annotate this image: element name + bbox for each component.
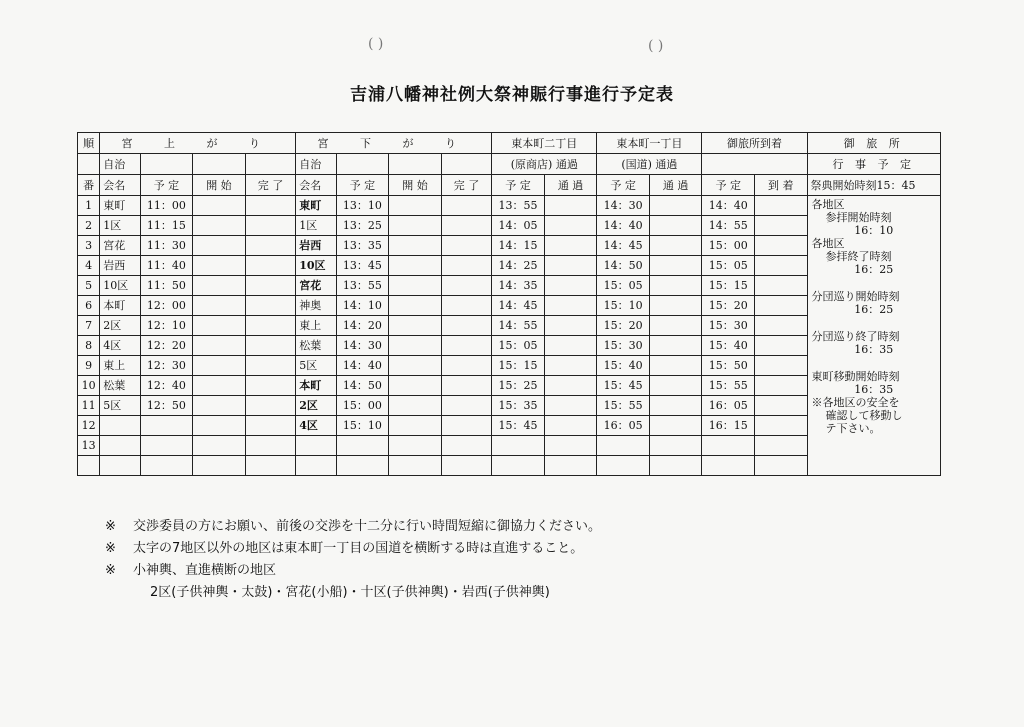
agari-district <box>100 436 140 456</box>
higashi2-pass <box>544 436 597 456</box>
kudari-district: 2区 <box>296 396 336 416</box>
kudari-time: 15：10 <box>336 416 389 436</box>
kudari-time: 13：45 <box>336 256 389 276</box>
otabi-time: 15：50 <box>702 356 755 376</box>
note-spacer <box>812 356 936 370</box>
footnote-4: 2区(子供神輿・太鼓)・宮花(小船)・十区(子供神輿)・岩西(子供神輿) <box>150 585 550 600</box>
header-yotei: 予 定 <box>702 175 755 196</box>
otabi-arrived <box>754 276 807 296</box>
header-yotei: 予 定 <box>597 175 650 196</box>
kudari-time: 13：55 <box>336 276 389 296</box>
higashi1-pass <box>649 256 702 276</box>
footnote-3: ※ 小神輿、直進横断の地区 <box>105 563 277 578</box>
higashi1-pass <box>649 356 702 376</box>
higashi2-time: 14：25 <box>492 256 545 276</box>
agari-start <box>193 396 246 416</box>
agari-start <box>193 216 246 236</box>
kudari-start <box>389 196 442 216</box>
kudari-end <box>441 316 492 336</box>
header-jichi: 自治 <box>296 154 336 175</box>
otabi-time: 15：15 <box>702 276 755 296</box>
higashi1-pass <box>649 196 702 216</box>
schedule-note-line: 確認して移動し <box>825 409 903 422</box>
kudari-end <box>441 256 492 276</box>
otabi-arrived <box>754 216 807 236</box>
higashi1-time: 14：50 <box>597 256 650 276</box>
kudari-end <box>441 376 492 396</box>
higashi1-pass <box>649 276 702 296</box>
kudari-end <box>441 196 492 216</box>
kudari-time: 14：10 <box>336 296 389 316</box>
header-otabisho: 御 旅 所 <box>807 133 940 154</box>
header-kaimei: 会名 <box>296 175 336 196</box>
kudari-district: 宮花 <box>296 276 336 296</box>
row-number: 11 <box>78 396 100 416</box>
footnote-2: ※ 太字の7地区以外の地区は東本町一丁目の国道を横断する時は直進すること。 <box>105 541 584 556</box>
higashi1-pass <box>649 416 702 436</box>
higashi2-pass <box>544 316 597 336</box>
agari-time: 12：20 <box>140 336 193 356</box>
higashi2-pass <box>544 356 597 376</box>
header-jichi: 自治 <box>100 154 140 175</box>
otabi-arrived <box>754 336 807 356</box>
higashi2-time: 15：45 <box>492 416 545 436</box>
kudari-start <box>389 256 442 276</box>
agari-start <box>193 336 246 356</box>
kudari-time: 13：35 <box>336 236 389 256</box>
kudari-time <box>336 436 389 456</box>
agari-start <box>193 356 246 376</box>
otabi-arrived <box>754 256 807 276</box>
higashi2-pass <box>544 456 597 476</box>
schedule-table <box>77 132 941 476</box>
kudari-district: 東町 <box>296 196 336 216</box>
kudari-time: 15：00 <box>336 396 389 416</box>
higashi2-time <box>492 456 545 476</box>
row-number <box>78 456 100 476</box>
kudari-end <box>441 416 492 436</box>
agari-start <box>193 276 246 296</box>
agari-time: 12：40 <box>140 376 193 396</box>
kudari-district: 神奥 <box>296 296 336 316</box>
header-miya-kudari: 宮 下 が り <box>296 133 492 154</box>
footnote-1: ※ 交渉委員の方にお願い、前後の交渉を十二分に行い時間短縮に御協力ください。 <box>105 519 602 534</box>
kudari-start <box>389 336 442 356</box>
agari-end <box>245 396 296 416</box>
higashi2-time: 15：15 <box>492 356 545 376</box>
agari-district: 5区 <box>100 396 140 416</box>
kudari-start <box>389 396 442 416</box>
higashi1-time <box>597 456 650 476</box>
agari-end <box>245 196 296 216</box>
header-jun: 順 <box>78 133 100 154</box>
agari-end <box>245 336 296 356</box>
higashi2-pass <box>544 336 597 356</box>
header-kaishi: 開 始 <box>389 175 442 196</box>
higashi1-time: 15：30 <box>597 336 650 356</box>
kudari-end <box>441 356 492 376</box>
agari-district: 1区 <box>100 216 140 236</box>
higashi1-time: 16：05 <box>597 416 650 436</box>
otabi-arrived <box>754 236 807 256</box>
higashi1-time <box>597 436 650 456</box>
higashi2-pass <box>544 396 597 416</box>
otabi-time <box>702 456 755 476</box>
kudari-time: 13：10 <box>336 196 389 216</box>
higashi2-time: 14：35 <box>492 276 545 296</box>
higashi2-time: 14：55 <box>492 316 545 336</box>
header-kanryo: 完 了 <box>441 175 492 196</box>
kudari-district: 5区 <box>296 356 336 376</box>
kudari-start <box>389 456 442 476</box>
otabi-arrived <box>754 396 807 416</box>
higashi1-time: 14：40 <box>597 216 650 236</box>
kudari-time: 14：20 <box>336 316 389 336</box>
agari-start <box>193 236 246 256</box>
agari-time: 12：10 <box>140 316 193 336</box>
schedule-note-line: 分団巡り終了時刻 <box>811 330 900 343</box>
otabi-arrived <box>754 356 807 376</box>
header-tsuka: 通 過 <box>544 175 597 196</box>
kudari-start <box>389 416 442 436</box>
agari-time <box>140 436 193 456</box>
schedule-note-line: 16：35 <box>854 383 894 396</box>
otabi-arrived <box>754 456 807 476</box>
agari-time <box>140 456 193 476</box>
agari-time: 11：30 <box>140 236 193 256</box>
agari-district: 4区 <box>100 336 140 356</box>
kudari-time: 14：30 <box>336 336 389 356</box>
footnotes <box>105 516 601 604</box>
row-number: 13 <box>78 436 100 456</box>
agari-start <box>193 256 246 276</box>
schedule-note-line: テ下さい。 <box>825 422 881 435</box>
higashi1-time: 15：05 <box>597 276 650 296</box>
kudari-district: 松葉 <box>296 336 336 356</box>
higashi2-pass <box>544 216 597 236</box>
row-number: 10 <box>78 376 100 396</box>
note-spacer <box>812 316 936 330</box>
page-title: 吉浦八幡神社例大祭神賑行事進行予定表 <box>350 85 674 105</box>
otabi-time: 15：30 <box>702 316 755 336</box>
otabi-time: 15：20 <box>702 296 755 316</box>
higashi1-pass <box>649 396 702 416</box>
header-yotei: 予 定 <box>140 175 193 196</box>
higashi2-pass <box>544 276 597 296</box>
kudari-start <box>389 356 442 376</box>
otabi-time: 14：55 <box>702 216 755 236</box>
otabi-time: 15：40 <box>702 336 755 356</box>
schedule-note-line: 16：10 <box>854 224 894 237</box>
higashi2-time: 14：05 <box>492 216 545 236</box>
agari-end <box>245 236 296 256</box>
otabi-arrived <box>754 376 807 396</box>
kudari-district: 岩西 <box>296 236 336 256</box>
agari-end <box>245 436 296 456</box>
higashi2-pass <box>544 196 597 216</box>
kudari-district <box>296 456 336 476</box>
schedule-note-line: 参拝開始時刻 <box>825 211 892 224</box>
agari-end <box>245 356 296 376</box>
higashi2-time: 15：25 <box>492 376 545 396</box>
kudari-district <box>296 436 336 456</box>
agari-district: 松葉 <box>100 376 140 396</box>
higashi1-pass <box>649 216 702 236</box>
header-yotei: 予 定 <box>492 175 545 196</box>
row-number: 8 <box>78 336 100 356</box>
kudari-start <box>389 276 442 296</box>
otabi-arrived <box>754 416 807 436</box>
schedule-note-1: 祭典開始時刻15：45 <box>807 175 940 196</box>
row-number: 1 <box>78 196 100 216</box>
higashi1-pass <box>649 436 702 456</box>
higashi1-time: 14：45 <box>597 236 650 256</box>
header-higashi-1chome: 東本町一丁目 <box>597 133 702 154</box>
kudari-start <box>389 316 442 336</box>
kudari-district: 10区 <box>296 256 336 276</box>
agari-end <box>245 276 296 296</box>
agari-end <box>245 416 296 436</box>
kudari-start <box>389 376 442 396</box>
higashi2-time <box>492 436 545 456</box>
kudari-time <box>336 456 389 476</box>
higashi1-pass <box>649 376 702 396</box>
higashi2-time: 14：45 <box>492 296 545 316</box>
header-otabi-arrival: 御旅所到着 <box>702 133 807 154</box>
schedule-note-line: 参拝終了時刻 <box>825 250 892 263</box>
schedule-notes <box>807 196 940 476</box>
schedule-note-line: 16：35 <box>854 343 894 356</box>
scan-smudge: ( ) <box>648 38 664 54</box>
higashi1-pass <box>649 336 702 356</box>
agari-end <box>245 316 296 336</box>
higashi2-pass <box>544 416 597 436</box>
higashi1-time: 15：55 <box>597 396 650 416</box>
kudari-start <box>389 436 442 456</box>
agari-district <box>100 456 140 476</box>
header-higashi-2chome: 東本町二丁目 <box>492 133 597 154</box>
agari-end <box>245 456 296 476</box>
otabi-time: 15：05 <box>702 256 755 276</box>
agari-start <box>193 196 246 216</box>
agari-time: 11：50 <box>140 276 193 296</box>
agari-start <box>193 456 246 476</box>
row-number: 5 <box>78 276 100 296</box>
higashi2-pass <box>544 256 597 276</box>
header-higashi-1chome-sub: (国道) 通過 <box>597 154 702 175</box>
higashi2-time: 14：15 <box>492 236 545 256</box>
higashi1-time: 15：45 <box>597 376 650 396</box>
higashi2-time: 15：05 <box>492 336 545 356</box>
header-kaishi: 開 始 <box>193 175 246 196</box>
header-tochaku: 到 着 <box>754 175 807 196</box>
higashi1-pass <box>649 456 702 476</box>
header-miya-agari: 宮 上 が り <box>100 133 296 154</box>
agari-end <box>245 256 296 276</box>
agari-start <box>193 416 246 436</box>
header-kaimei: 会名 <box>100 175 140 196</box>
agari-district <box>100 416 140 436</box>
agari-district: 2区 <box>100 316 140 336</box>
higashi2-time: 13：55 <box>492 196 545 216</box>
higashi1-time: 15：10 <box>597 296 650 316</box>
agari-district: 岩西 <box>100 256 140 276</box>
otabi-time: 15：55 <box>702 376 755 396</box>
schedule-note-line: 各地区 <box>811 237 845 250</box>
kudari-start <box>389 216 442 236</box>
kudari-time: 13：25 <box>336 216 389 236</box>
row-number: 2 <box>78 216 100 236</box>
higashi2-pass <box>544 236 597 256</box>
kudari-end <box>441 276 492 296</box>
agari-start <box>193 376 246 396</box>
agari-time: 11：00 <box>140 196 193 216</box>
schedule-note-line: ※各地区の安全を <box>811 396 900 409</box>
agari-time: 12：50 <box>140 396 193 416</box>
kudari-end <box>441 336 492 356</box>
schedule-note-line: 東町移動開始時刻 <box>811 370 900 383</box>
agari-district: 10区 <box>100 276 140 296</box>
row-number: 3 <box>78 236 100 256</box>
agari-district: 本町 <box>100 296 140 316</box>
kudari-time: 14：50 <box>336 376 389 396</box>
higashi2-time: 15：35 <box>492 396 545 416</box>
agari-time: 11：15 <box>140 216 193 236</box>
higashi1-pass <box>649 236 702 256</box>
higashi1-pass <box>649 316 702 336</box>
higashi1-time: 15：40 <box>597 356 650 376</box>
agari-start <box>193 436 246 456</box>
agari-time: 11：40 <box>140 256 193 276</box>
table-row <box>78 196 941 216</box>
schedule-note-line: 16：25 <box>854 263 894 276</box>
otabi-time <box>702 436 755 456</box>
kudari-start <box>389 236 442 256</box>
row-number: 9 <box>78 356 100 376</box>
kudari-end <box>441 436 492 456</box>
agari-start <box>193 316 246 336</box>
agari-district: 東町 <box>100 196 140 216</box>
kudari-end <box>441 296 492 316</box>
kudari-start <box>389 296 442 316</box>
kudari-district: 4区 <box>296 416 336 436</box>
higashi1-pass <box>649 296 702 316</box>
schedule-note-line: 16：25 <box>854 303 894 316</box>
kudari-end <box>441 236 492 256</box>
otabi-arrived <box>754 296 807 316</box>
schedule-note-line: 各地区 <box>811 198 845 211</box>
row-number: 6 <box>78 296 100 316</box>
otabi-arrived <box>754 196 807 216</box>
row-number: 12 <box>78 416 100 436</box>
agari-time: 12：30 <box>140 356 193 376</box>
header-tsuka: 通 過 <box>649 175 702 196</box>
higashi2-pass <box>544 296 597 316</box>
otabi-time: 16：05 <box>702 396 755 416</box>
agari-time: 12：00 <box>140 296 193 316</box>
otabi-time: 15：00 <box>702 236 755 256</box>
agari-end <box>245 376 296 396</box>
header-higashi-2chome-sub: (原商店) 通過 <box>492 154 597 175</box>
otabi-arrived <box>754 316 807 336</box>
schedule-note-line: 分団巡り開始時刻 <box>811 290 900 303</box>
kudari-district: 本町 <box>296 376 336 396</box>
kudari-district: 東上 <box>296 316 336 336</box>
schedule-table-wrapper <box>77 132 941 476</box>
otabi-arrived <box>754 436 807 456</box>
agari-district: 東上 <box>100 356 140 376</box>
row-number: 7 <box>78 316 100 336</box>
agari-end <box>245 216 296 236</box>
header-yotei: 予 定 <box>336 175 389 196</box>
kudari-end <box>441 456 492 476</box>
otabi-time: 14：40 <box>702 196 755 216</box>
agari-time <box>140 416 193 436</box>
header-kanryo: 完 了 <box>245 175 296 196</box>
kudari-district: 1区 <box>296 216 336 236</box>
header-ban: 番 <box>78 175 100 196</box>
kudari-end <box>441 216 492 236</box>
higashi1-time: 14：30 <box>597 196 650 216</box>
row-number: 4 <box>78 256 100 276</box>
scan-smudge: ( ) <box>368 36 384 52</box>
otabi-time: 16：15 <box>702 416 755 436</box>
agari-district: 宮花 <box>100 236 140 256</box>
note-spacer <box>812 276 936 290</box>
header-gyoji-yotei: 行 事 予 定 <box>807 154 940 175</box>
higashi1-time: 15：20 <box>597 316 650 336</box>
kudari-end <box>441 396 492 416</box>
agari-start <box>193 296 246 316</box>
higashi2-pass <box>544 376 597 396</box>
kudari-time: 14：40 <box>336 356 389 376</box>
agari-end <box>245 296 296 316</box>
